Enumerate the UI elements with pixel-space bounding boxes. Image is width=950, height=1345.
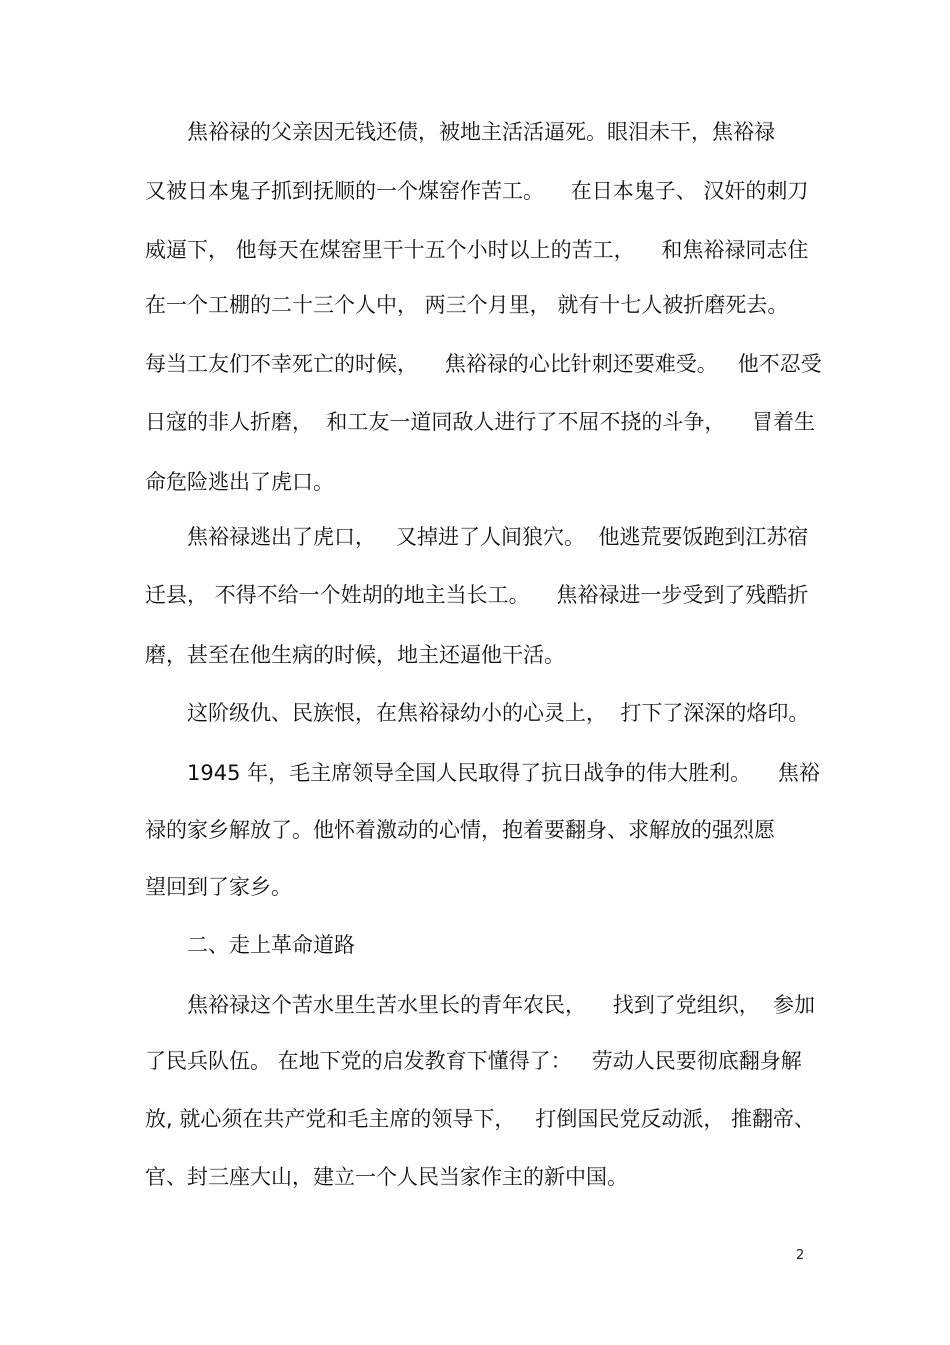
text-line: 磨，甚至在他生病的时候，地主还逼他干活。 — [145, 643, 565, 667]
text-line: 焦裕禄逃出了虎口， 又掉进了人间狼穴。 他逃荒要饭跑到江苏宿 — [187, 525, 809, 549]
section-heading: 二、走上革命道路 — [187, 933, 355, 957]
text-line: 官、封三座大山，建立一个人民当家作主的新中国。 — [145, 1165, 628, 1189]
text-line: 了民兵队伍。 在地下党的启发教育下懂得了： 劳动人民要彻底翻身解 — [145, 1049, 802, 1073]
text-line: 在一个工棚的二十三个人中， 两三个月里， 就有十七人被折磨死去。 — [145, 293, 789, 317]
text-line: 这阶级仇、民族恨，在焦裕禄幼小的心灵上， 打下了深深的烙印。 — [187, 701, 810, 725]
text-line: 每当工友们不幸死亡的时候， 焦裕禄的心比针刺还要难受。 他不忍受 — [145, 352, 822, 376]
text-line: 焦裕禄这个苦水里生苦水里长的青年农民， 找到了党组织， 参加 — [187, 993, 816, 1017]
text-line: 威逼下， 他每天在煤窑里干十五个小时以上的苦工， 和焦裕禄同志住 — [145, 238, 809, 262]
page-number: 2 — [796, 1248, 805, 1263]
text-line: 禄的家乡解放了。他怀着激动的心情，抱着要翻身、求解放的强烈愿 — [145, 818, 775, 842]
text-line: 命危险逃出了虎口。 — [145, 470, 334, 494]
text-line: 迁县， 不得不给一个姓胡的地主当长工。 焦裕禄进一步受到了残酷折 — [145, 583, 809, 607]
text-line: 望回到了家乡。 — [145, 875, 292, 899]
text-line: 又被日本鬼子抓到抚顺的一个煤窑作苦工。 在日本鬼子、 汉奸的刺刀 — [145, 179, 809, 203]
text-line: 焦裕禄的父亲因无钱还债，被地主活活逼死。眼泪未干，焦裕禄 — [187, 120, 775, 144]
text-line: 放, 就心须在共产党和毛主席的领导下， 打倒国民党反动派， 推翻帝、 — [145, 1107, 816, 1131]
text-line: 日寇的非人折磨， 和工友一道同敌人进行了不屈不挠的斗争， 冒着生 — [145, 410, 816, 434]
text-line: 1945 年，毛主席领导全国人民取得了抗日战争的伟大胜利。 焦裕 — [187, 761, 820, 785]
